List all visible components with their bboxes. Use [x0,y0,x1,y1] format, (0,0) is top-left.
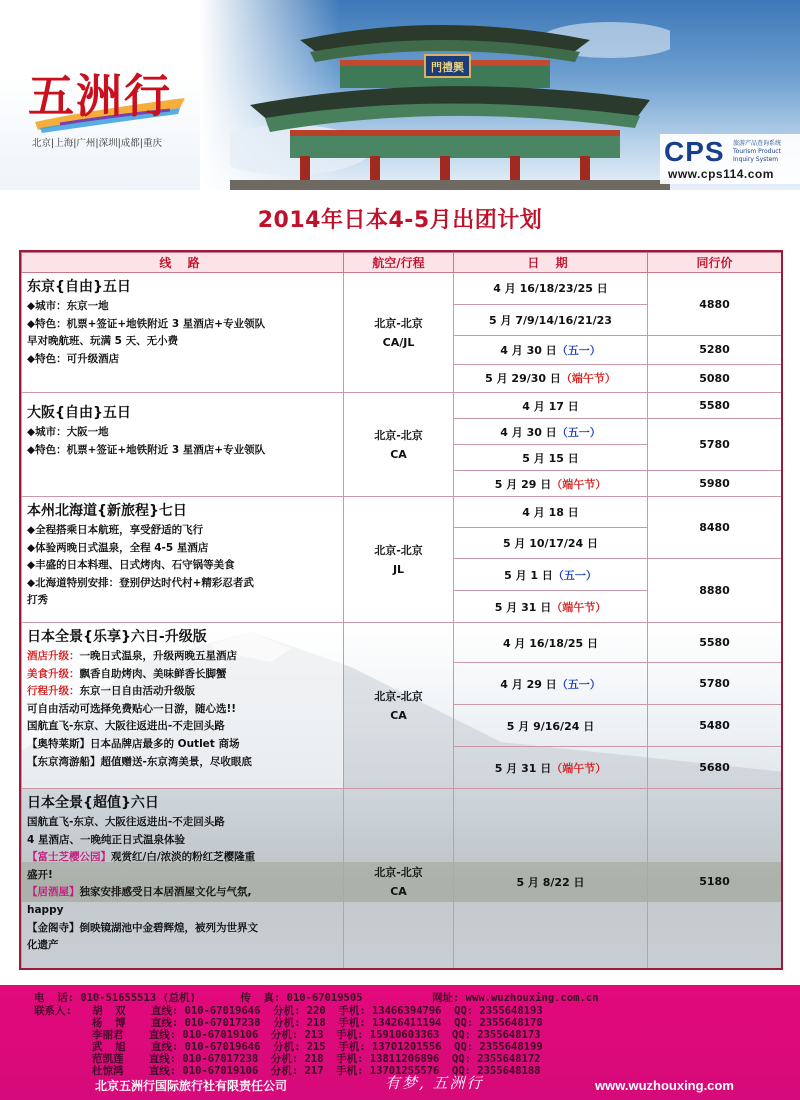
date-text: 5 月 10/17/24 日 [502,537,599,550]
air-carrier: JL [392,562,405,576]
price-cell: 5180 [648,789,782,971]
price-cell: 5980 [648,471,782,497]
route-line-text: 一晚日式温泉，升级两晚五星酒店 [79,650,237,662]
route-line: 国航直飞-东京、大阪往返进出-不走回头路 [27,816,225,828]
route-line [27,849,338,867]
contact-row: 武 旭 直线: 010-67019646 分机: 215 手机: 13701201556 QQ: 2355648199 [92,1041,543,1053]
route-line: ◆北海道特别安排：登别伊达时代村+精彩忍者武 [27,576,254,589]
air-carrier: CA/JL [382,335,415,349]
schedule-table [19,250,783,970]
route-line: ◆特色：可升级酒店 [27,352,120,365]
price-cell: 5480 [648,705,782,747]
price-cell: 5080 [648,364,782,392]
air-cell [344,497,454,623]
route-name: 日本全景{超值}六日 [27,795,159,811]
route-line: happy [27,903,64,916]
header-air: 航空/行程 [344,253,454,273]
route-line: ◆特色：机票+签证+地铁附近 3 星酒店+专业领队 [27,443,266,456]
date-text: 5 月 1 日 [504,568,553,582]
header-price: 同行价 [648,253,782,273]
route-line: 【东京湾游船】超值赠送-东京湾美景，尽收眼底 [27,755,252,768]
table-row [22,623,782,663]
holiday-tag: （五一） [556,677,601,691]
holiday-tag: （端午节） [551,600,607,614]
highlight-label: 【富士芝樱公园】 [27,851,111,864]
date-cell [454,393,648,419]
date-text: 5 月 31 日 [494,600,552,614]
header-route: 线 路 [22,253,344,273]
air-cell [344,393,454,497]
logo-text: 五洲行 [28,69,172,123]
contact-row: 范凯莲 直线: 010-67017238 分机: 218 手机: 13811206896 QQ: 2355648172 [92,1053,541,1065]
cps-logo: CPS [664,136,725,167]
company-website: www.wuzhouxing.com [595,1078,734,1093]
air-route: 北京-北京 [374,316,423,330]
date-text: 5 月 31 日 [494,761,552,775]
date-text: 5 月 7/9/14/16/21/23 [489,313,612,327]
page-title: 2014年日本4-5月出团计划 [257,208,543,233]
contact-row: 李丽君 直线: 010-67019106 分机: 213 手机: 15910603363 QQ: 2355648173 [92,1029,541,1041]
date-text: 5 月 9/16/24 日 [506,719,595,733]
route-line: ◆全程搭乘日本航班，享受舒适的飞行 [27,524,204,536]
route-line: ◆特色：机票+签证+地铁附近 3 星酒店+专业领队 [27,317,266,330]
date-cell [454,559,648,591]
contact-row: 杜惊鸿 直线: 010-67019106 分机: 217 手机: 13701255576 QQ: 2355648188 [92,1065,541,1077]
date-text: 4 月 18 日 [522,506,579,519]
holiday-tag: （端午节） [551,477,607,491]
date-cell [454,528,648,559]
cps-subtitle: 旅游产品查询系统 Tourism Product Inquiry System [733,140,782,163]
date-cell [454,705,648,747]
route-line-text: 东京一日自由活动升级版 [79,685,195,698]
holiday-tag: （五一） [556,425,601,439]
route-line: 【奥特莱斯】日本品牌店最多的 Outlet 商场 [27,737,240,750]
route-line: ◆城市：大阪一地 [27,426,109,438]
route-name: 日本全景{乐享}六日-升级版 [27,629,207,645]
air-cell [344,789,454,971]
table-row [22,789,782,971]
date-cell [454,364,648,392]
route-line: 打秀 [27,594,48,607]
date-text: 5 月 29/30 日 [485,372,561,386]
route-line: 可自由活动可选择免费贴心一日游，随心选!! [27,702,237,715]
date-cell [454,747,648,789]
route-line: 早对晚航班、玩满 5 天、无小费 [27,335,179,348]
air-route: 北京-北京 [374,865,423,879]
date-cell [454,591,648,623]
air-route: 北京-北京 [374,543,423,557]
upgrade-label: 行程升级： [27,685,80,698]
air-route: 北京-北京 [374,428,423,442]
route-line-text: 独家安排感受日本居酒屋文化与气氛, [79,886,252,899]
date-cell [454,336,648,364]
price-cell: 5580 [648,623,782,663]
price-cell: 4880 [648,273,782,336]
upgrade-label: 美食升级： [27,667,80,680]
price-cell: 5680 [648,747,782,789]
date-cell [454,497,648,528]
date-cell [454,789,648,971]
date-text: 4 月 30 日 [500,425,557,439]
route-line: 盛开! [27,868,53,881]
route-line [27,683,338,701]
air-carrier: CA [390,884,407,898]
route-line: ◆丰盛的日本料理、日式烤肉、石守锅等美食 [27,559,235,572]
date-text: 4 月 16/18/25 日 [502,636,599,650]
header-banner [0,0,800,190]
route-line: 国航直飞-东京、大阪往返进出-不走回头路 [27,720,225,733]
route-cell [22,273,344,393]
route-cell [22,497,344,623]
table-header-row [22,253,782,273]
temple-illustration [230,0,670,190]
route-line [27,666,338,684]
route-cell [22,393,344,497]
branch-cities: 北京|上海|广州|深圳|成都|重庆 [32,138,163,149]
price-cell: 5780 [648,419,782,471]
route-line [27,884,338,902]
date-cell [454,663,648,705]
route-line: 4 星酒店、一晚纯正日式温泉体验 [27,833,185,846]
air-cell [344,623,454,789]
contact-phone-line: 电 话: 010-51655513 (总机) 传 真: 010-67019505 网址: www.wuzhouxing.com.cn [34,992,599,1004]
date-text: 5 月 8/22 日 [516,875,585,889]
route-line: ◆体验两晚日式温泉，全程 4-5 星酒店 [27,541,209,554]
header-date: 日 期 [454,253,648,273]
contact-row: 胡 双 直线: 010-67019646 分机: 220 手机: 13466394796 QQ: 2355648193 [92,1005,543,1017]
price-cell: 8880 [648,559,782,623]
highlight-label: 【居酒屋】 [27,886,80,899]
air-carrier: CA [390,708,407,722]
holiday-tag: （五一） [552,568,597,582]
date-text: 5 月 29 日 [494,477,552,491]
cps-url: www.cps114.com [668,167,774,181]
route-line: ◆城市：东京一地 [27,300,109,312]
date-cell [454,273,648,305]
air-carrier: CA [390,447,407,461]
date-text: 4 月 17 日 [522,399,579,413]
upgrade-label: 酒店升级： [27,650,80,662]
air-route: 北京-北京 [374,689,423,703]
price-cell: 8480 [648,497,782,559]
holiday-tag: （五一） [556,343,601,357]
price-cell: 5280 [648,336,782,364]
table-row [22,393,782,419]
table-row [22,497,782,528]
price-cell: 5780 [648,663,782,705]
date-cell [454,471,648,497]
holiday-tag: （端午节） [551,761,607,775]
route-cell [22,789,344,971]
date-cell [454,419,648,445]
route-cell [22,623,344,789]
date-text: 4 月 29 日 [500,677,557,691]
route-line-text: 观赏红/白/浓淡的粉红芝樱隆重 [111,851,256,864]
temple-sign: 門禮興 [431,61,464,74]
contact-row: 杨 博 直线: 010-67017238 分机: 218 手机: 13426411194 QQ: 2355648170 [92,1017,543,1029]
route-table [21,252,782,970]
date-cell [454,623,648,663]
date-text: 4 月 16/18/23/25 日 [493,282,608,296]
route-name: 大阪{自由}五日 [27,405,131,421]
route-name: 本州北海道{新旅程}七日 [27,503,187,519]
date-cell [454,445,648,471]
price-cell: 5580 [648,393,782,419]
company-name: 北京五洲行国际旅行社有限责任公司 [95,1079,288,1093]
slogan: 有梦, 五洲行 [385,1074,484,1092]
table-row [22,273,782,305]
date-cell [454,304,648,336]
route-name: 东京{自由}五日 [27,279,131,295]
route-line-text: 飘香自助烤肉、美味鲜香长脚蟹 [79,667,227,680]
route-line: 化遗产 [27,939,59,952]
route-line: 【金阁寺】倒映镜湖池中金碧辉煌，被列为世界文 [27,921,258,934]
date-text: 4 月 30 日 [500,343,557,357]
date-text: 5 月 15 日 [522,451,579,465]
air-cell [344,273,454,393]
route-line [27,648,338,666]
contacts-label: 联系人: [34,1005,72,1017]
holiday-tag: （端午节） [560,372,616,386]
